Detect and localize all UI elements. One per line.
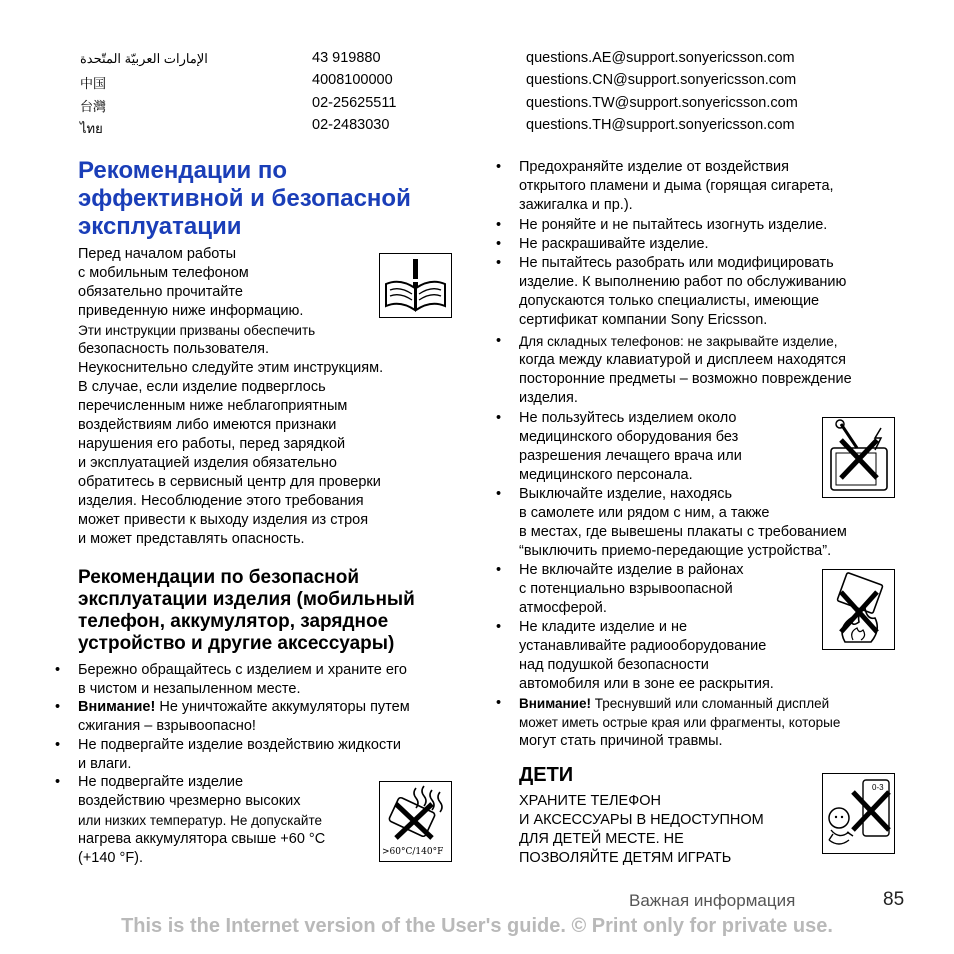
text-line: Перед началом работы bbox=[78, 246, 237, 262]
text-line: Бережно обращайтесь с изделием и храните его bbox=[78, 662, 407, 678]
internet-version-notice: This is the Internet version of the User's guide. © Print only for private use. bbox=[121, 915, 833, 937]
text-line: устанавливайте радиооборудование bbox=[519, 638, 767, 654]
phone-cn: 4008100000 bbox=[312, 72, 393, 88]
text-line: Не раскрашивайте изделие. bbox=[519, 236, 709, 252]
text-line: могут стать причиной травмы. bbox=[519, 733, 723, 749]
list-item: • Не включайте изделие в районах с потенциально взрывоопасной атмосферой. bbox=[496, 562, 744, 616]
text-line: Неукоснительно следуйте этим инструкциям. bbox=[78, 360, 384, 376]
text-line: ХРАНИТЕ ТЕЛЕФОН bbox=[519, 793, 661, 809]
text-line: Не пользуйтесь изделием около bbox=[519, 410, 737, 426]
list-item: • Внимание! Треснувший или сломанный дисплей может иметь острые края или фрагменты, которые могут стать причиной травмы. bbox=[496, 695, 841, 749]
text-line: сжигания – взрывоопасно! bbox=[78, 718, 256, 734]
text-line: когда между клавиатурой и дисплеем находятся bbox=[519, 352, 846, 368]
text-span: Треснувший или сломанный дисплей bbox=[590, 696, 830, 711]
email-tw[interactable]: questions.TW@support.sonyericsson.com bbox=[526, 95, 798, 111]
country-tw: 台灣 bbox=[80, 99, 107, 114]
email-cn[interactable]: questions.CN@support.sonyericsson.com bbox=[526, 72, 797, 88]
text-line: безопасность пользователя. bbox=[78, 341, 269, 357]
text-line: может привести к выходу изделия из строя bbox=[78, 512, 369, 528]
email-ae[interactable]: questions.AE@support.sonyericsson.com bbox=[526, 50, 795, 66]
text-line: сертификат компании Sony Ericsson. bbox=[519, 312, 768, 328]
text-line bbox=[78, 698, 410, 717]
list-item: • Не подвергайте изделие воздействию чрезмерно высоких или низких температур. Не допускайте нагрева аккумулятора свыше +60 °C (+140 °F). bbox=[55, 774, 326, 866]
list-item: • Бережно обращайтесь с изделием и храните его в чистом и незапыленном месте. bbox=[55, 662, 407, 697]
phone-th: 02-2483030 bbox=[312, 117, 390, 133]
heading-line: эксплуатации изделия (мобильный bbox=[78, 589, 415, 610]
keep-away-from-children-icon bbox=[822, 773, 895, 854]
text-line: Для складных телефонов: не закрывайте изделие, bbox=[519, 334, 838, 349]
text-line: в самолете или рядом с ним, а также bbox=[519, 505, 770, 521]
text-line: Предохраняйте изделие от воздействия bbox=[519, 159, 789, 175]
text-line: разрешения лечащего врача или bbox=[519, 448, 742, 464]
list-item: • Не пользуйтесь изделием около медицинского оборудования без разрешения лечащего врача или медицинского персонала. bbox=[496, 410, 742, 483]
text-line: ПОЗВОЛЯЙТЕ ДЕТЯМ ИГРАТЬ bbox=[519, 850, 732, 866]
text-line: в чистом и незапыленном месте. bbox=[78, 681, 301, 697]
text-line: и может представлять опасность. bbox=[78, 531, 305, 547]
text-line: атмосферой. bbox=[519, 600, 607, 616]
read-manual-icon bbox=[379, 253, 452, 318]
text-line: в местах, где вывешены плакаты с требованием bbox=[519, 524, 847, 540]
section-heading bbox=[78, 567, 478, 655]
list-item: • Для складных телефонов: не закрывайте изделие, когда между клавиатурой и дисплеем находятся посторонние предметы – возможно повреждение изделия. bbox=[496, 333, 852, 406]
text-line: и эксплуатацией изделия обязательно bbox=[78, 455, 337, 471]
heading-line: телефон, аккумулятор, зарядное bbox=[78, 611, 389, 632]
text-line: (+140 °F). bbox=[78, 850, 144, 866]
text-line: “выключить приемо-передающие устройства”. bbox=[519, 543, 832, 559]
text-line: посторонние предметы – возможно повреждение bbox=[519, 371, 852, 387]
list-item: • Не подвергайте изделие воздействию жидкости и влаги. bbox=[55, 737, 401, 772]
text-line: приведенную ниже информацию. bbox=[78, 303, 304, 319]
text-line: Не кладите изделие и не bbox=[519, 619, 688, 635]
text-line: обязательно прочитайте bbox=[78, 284, 243, 300]
footer-section-name: Важная информация bbox=[629, 891, 796, 910]
temperature-warning-icon bbox=[379, 781, 452, 862]
age-label: 0-3 bbox=[872, 783, 884, 792]
text-line: с потенциально взрывоопасной bbox=[519, 581, 733, 597]
text-line: изделия. bbox=[519, 390, 578, 406]
text-line: над подушкой безопасности bbox=[519, 657, 709, 673]
phone-tw: 02-25625511 bbox=[312, 95, 397, 111]
heading-line: Рекомендации по безопасной bbox=[78, 567, 360, 588]
temperature-label: >60°C/140°F bbox=[382, 847, 444, 857]
page-title bbox=[78, 157, 468, 241]
text-line: открытого пламени и дыма (горящая сигарета, bbox=[519, 178, 834, 194]
country-th: ไทย bbox=[80, 121, 103, 136]
text-line: может иметь острые края или фрагменты, которые bbox=[519, 715, 841, 730]
text-line: В случае, если изделие подверглось bbox=[78, 379, 326, 395]
text-line: зажигалка и пр.). bbox=[519, 197, 633, 213]
country-ae: الإمارات العربيّة المتّحدة bbox=[80, 51, 208, 66]
children-heading: ДЕТИ bbox=[519, 764, 574, 786]
text-line: нагрева аккумулятора свыше +60 °C bbox=[78, 831, 326, 847]
children-paragraph bbox=[519, 792, 764, 868]
text-line: допускаются только специалисты, имеющие bbox=[519, 293, 820, 309]
text-line: ДЛЯ ДЕТЕЙ МЕСТЕ. НЕ bbox=[519, 831, 684, 847]
warning-label: Внимание! bbox=[519, 696, 591, 711]
list-item: • Предохраняйте изделие от воздействия открытого пламени и дыма (горящая сигарета, зажигалка и пр.). bbox=[496, 159, 834, 213]
text-line bbox=[519, 694, 840, 713]
text-line: Выключайте изделие, находясь bbox=[519, 486, 733, 502]
text-line: медицинского оборудования без bbox=[519, 429, 739, 445]
list-item: • Выключайте изделие, находясь в самолете или рядом с ним, а также в местах, где вывешены плакаты с требованием “выключить приемо-передающие устройства”. bbox=[496, 486, 847, 559]
intro-paragraph bbox=[78, 245, 383, 549]
warning-label: Внимание! bbox=[78, 699, 156, 715]
text-line: Не пытайтесь разобрать или модифицировать bbox=[519, 255, 834, 271]
text-line: Не подвергайте изделие bbox=[78, 774, 244, 790]
list-item: • Не раскрашивайте изделие. bbox=[496, 236, 709, 252]
text-line: Эти инструкции призваны обеспечить bbox=[78, 323, 316, 338]
text-line: с мобильным телефоном bbox=[78, 265, 249, 281]
explosive-atmosphere-icon bbox=[822, 569, 895, 650]
phone-ae: 43 919880 bbox=[312, 50, 381, 66]
email-th[interactable]: questions.TH@support.sonyericsson.com bbox=[526, 117, 795, 133]
country-cn: 中国 bbox=[80, 76, 107, 91]
text-line: и влаги. bbox=[78, 756, 132, 772]
text-line: обратитесь в сервисный центр для проверки bbox=[78, 474, 381, 490]
text-line: медицинского персонала. bbox=[519, 467, 693, 483]
text-line: Не роняйте и не пытайтесь изогнуть изделие. bbox=[519, 217, 828, 233]
text-line: изделия. Несоблюдение этого требования bbox=[78, 493, 364, 509]
title-line: Рекомендации по bbox=[78, 157, 288, 184]
list-item: • Внимание! Не уничтожайте аккумуляторы путем сжигания – взрывоопасно! bbox=[55, 699, 410, 734]
text-line: автомобиля или в зоне ее раскрытия. bbox=[519, 676, 774, 692]
text-line: или низких температур. Не допускайте bbox=[78, 813, 322, 828]
list-item: • Не пытайтесь разобрать или модифицировать изделие. К выполнению работ по обслуживанию допускаются только специалисты, имеющие сертификат компании Sony Ericsson. bbox=[496, 255, 847, 328]
title-line: эффективной и безопасной bbox=[78, 185, 411, 212]
title-line: эксплуатации bbox=[78, 213, 242, 240]
text-line: Не подвергайте изделие воздействию жидкости bbox=[78, 737, 401, 753]
text-line: перечисленным ниже неблагоприятным bbox=[78, 398, 348, 414]
text-line: нарушения его работы, перед зарядкой bbox=[78, 436, 346, 452]
text-span: Не уничтожайте аккумуляторы путем bbox=[155, 699, 410, 715]
text-line: воздействиям либо имеются признаки bbox=[78, 417, 337, 433]
text-line: изделие. К выполнению работ по обслуживанию bbox=[519, 274, 847, 290]
heading-line: устройство и другие аксессуары) bbox=[78, 633, 395, 654]
list-item: • Не кладите изделие и не устанавливайте радиооборудование над подушкой безопасности автомобиля или в зоне ее раскрытия. bbox=[496, 619, 774, 692]
text-line: Не включайте изделие в районах bbox=[519, 562, 744, 578]
text-line: И АКСЕССУАРЫ В НЕДОСТУПНОМ bbox=[519, 812, 764, 828]
text-line: воздействию чрезмерно высоких bbox=[78, 793, 301, 809]
list-item: • Не роняйте и не пытайтесь изогнуть изделие. bbox=[496, 217, 828, 233]
page-number: 85 bbox=[883, 889, 905, 910]
